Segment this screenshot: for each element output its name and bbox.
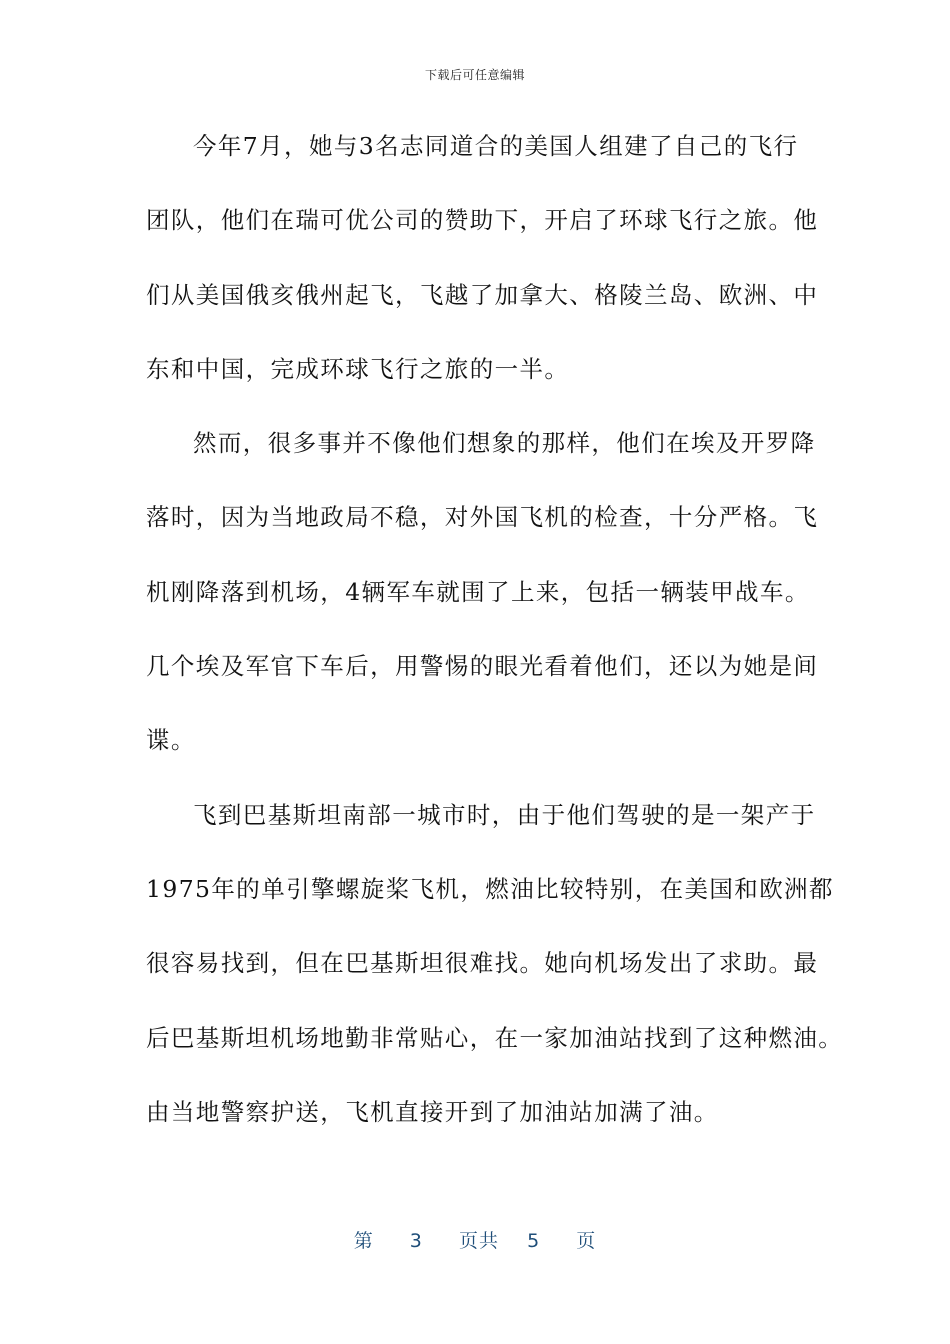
page-number: 3 [409,1230,423,1252]
paragraph-1-line-1: 今年7月，她与3名志同道合的美国人组建了自己的飞行 [193,132,799,160]
paragraph-2-line-3: 机刚降落到机场，4辆军车就围了上来，包括一辆装甲战车。 [146,577,810,606]
document-body [146,117,844,1157]
page-label-mid: 页共 [458,1230,499,1252]
paragraph-1-line-4: 东和中国，完成环球飞行之旅的一半。 [146,354,570,383]
paragraph-3-line-4: 后巴基斯坦机场地勤非常贴心，在一家加油站找到了这种燃油。 [146,1023,844,1052]
paragraph-3-line-3: 很容易找到，但在巴基斯坦很难找。她向机场发出了求助。最 [146,949,819,978]
paragraph-2-line-2: 落时，因为当地政局不稳，对外国飞机的检查，十分严格。飞 [146,503,819,532]
paragraph-3-line-1: 飞到巴基斯坦南部一城市时，由于他们驾驶的是一架产于 [193,800,816,829]
paragraph-2-line-5: 谍。 [146,726,196,755]
page-footer [0,1226,950,1253]
paragraph-3-line-2: 1975年的单引擎螺旋桨飞机，燃油比较特别，在美国和欧洲都 [146,874,834,903]
paragraph-2-line-1: 然而，很多事并不像他们想象的那样，他们在埃及开罗降 [193,429,816,458]
total-pages: 5 [527,1230,541,1252]
paragraph-1-line-2: 团队，他们在瑞可优公司的赞助下，开启了环球飞行之旅。他 [146,206,819,235]
paragraph-3-line-5: 由当地警察护送，飞机直接开到了加油站加满了油。 [146,1097,719,1126]
page-label-suffix: 页 [576,1230,597,1252]
paragraph-2-line-4: 几个埃及军官下车后，用警惕的眼光看着他们，还以为她是间 [146,652,819,681]
page-label-prefix: 第 [353,1230,374,1252]
paragraph-1-line-3: 们从美国俄亥俄州起飞，飞越了加拿大、格陵兰岛、欧洲、中 [146,280,819,309]
header-note: 下载后可任意编辑 [424,68,525,82]
